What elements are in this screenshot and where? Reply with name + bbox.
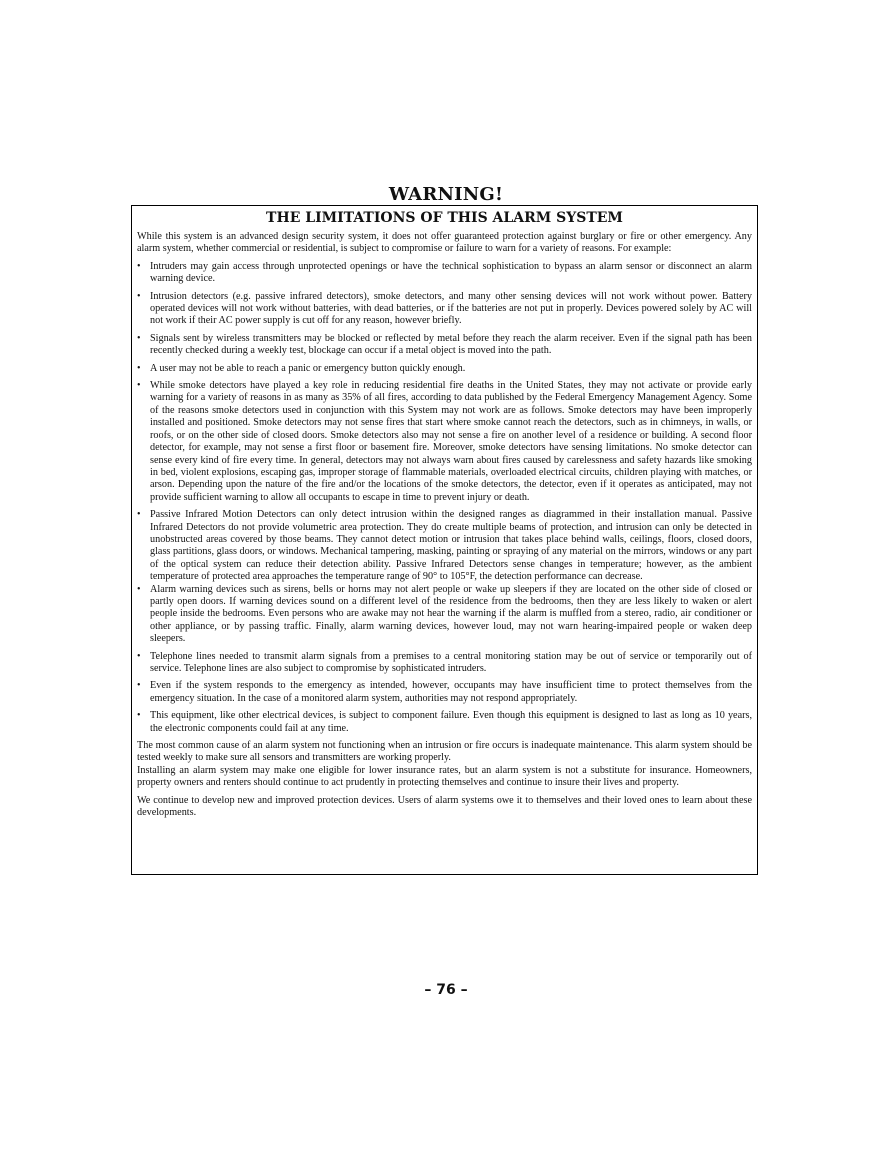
list-item-text: Intruders may gain access through unprotected openings or have the technical sophistication to bypass an alarm sensor or disconnect an alarm warning device. (150, 260, 752, 285)
maintenance-paragraph: The most common cause of an alarm system not functioning when an intrusion or fire occurs is inadequate maintenance. This alarm system should be tested weekly to make sure all sensors and transmitters are working properly. (137, 740, 752, 764)
list-item-text: A user may not be able to reach a panic or emergency button quickly enough. (150, 362, 466, 374)
closing-paragraph: We continue to develop new and improved protection devices. Users of alarm systems owe it to themselves and their loved ones to learn about these developments. (137, 794, 752, 819)
list-item (137, 584, 752, 646)
list-item-text: While smoke detectors have played a key role in reducing residential fire deaths in the United States, they may not activate or provide early warning for a variety of reasons in as many as 35% of all fires, according to data published by the Federal Emergency Management Agency. Some of the reasons smoke detectors used in conjunction with this System may not work are as follows. Smoke detectors may have been improperly installed and positioned. Smoke detectors may not sense fires that start where smoke cannot reach the detectors, such as in chimneys, in walls, or roofs, or on the other side of closed doors. Smoke detectors also may not sense a fire on another level of a residence or building. A second floor detector, for example, may not sense a first floor or basement fire. Moreover, smoke detectors have sensing limitations. No smoke detector can sense every kind of fire every time. In general, detectors may not always warn about fires caused by carelessness and safety hazards like smoking in bed, violent explosions, escaping gas, improper storage of flammable materials, overloaded electrical circuits, children playing with matches, or arson. Depending upon the nature of the fire and/or the locations of the smoke detectors, the detector, even if it operates as anticipated, may not provide sufficient warning to allow all occupants to escape in time to prevent injury or death. (150, 380, 752, 503)
bullet-icon: • (137, 380, 141, 392)
bullet-icon: • (137, 290, 141, 302)
warning-heading: WARNING! (388, 184, 504, 205)
list-item (137, 380, 752, 504)
insurance-paragraph: Installing an alarm system may make one eligible for lower insurance rates, but an alarm system is not a substitute for insurance. Homeowners, property owners and renters should continue to act prudently in protecting themselves and continue to insure their lives and property. (137, 764, 752, 789)
bullet-icon: • (137, 509, 141, 521)
list-item-text: Passive Infrared Motion Detectors can only detect intrusion within the designed ranges as diagrammed in their installation manual. Passive Infrared Detectors do not provide volumetric area protection. They do create multiple beams of protection, and intrusion can only be detected in unobstructed areas covered by those beams. They cannot detect motion or intrusion that takes place behind walls, ceilings, floors, closed doors, glass partitions, glass doors, or windows. Mechanical tampering, masking, painting or spraying of any material on the mirrors, windows or any part of the optical system can reduce their detection ability. Passive Infrared Detectors sense changes in temperature; however, as the ambient temperature of protected area approaches the temperature range of 90° to 105°F, the detection performance can decrease. (150, 509, 752, 583)
bullet-icon: • (137, 362, 141, 374)
list-item (137, 363, 752, 375)
list-item-text: This equipment, like other electrical devices, is subject to component failure. Even though this equipment is designed to last as long as 10 years, the electronic components could fail at any time. (150, 710, 752, 734)
limitations-title: THE LIMITATIONS OF THIS ALARM SYSTEM (266, 210, 623, 226)
bullet-icon: • (137, 583, 141, 595)
bullet-icon: • (137, 710, 141, 722)
bullet-icon: • (137, 680, 141, 692)
page-number: – 76 – (424, 982, 468, 998)
list-item-text: Even if the system responds to the emergency as intended, however, occupants may have insufficient time to protect themselves from the emergency situation. In the case of a monitored alarm system, authorities may not respond appropriately. (150, 680, 752, 704)
bullet-icon: • (137, 650, 141, 662)
list-item-text: Signals sent by wireless transmitters may be blocked or reflected by metal before they reach the alarm receiver. Even if the signal path has been recently checked during a weekly test, blockage can occur if a metal object is moved into the path. (150, 332, 752, 357)
limitations-list (137, 261, 752, 735)
list-item (137, 651, 752, 676)
list-item (137, 261, 752, 286)
bullet-icon: • (137, 332, 141, 344)
limitations-box (131, 205, 758, 875)
list-item (137, 710, 752, 735)
intro-paragraph: While this system is an advanced design security system, it does not offer guaranteed protection against burglary or fire or other emergency. Any alarm system, whether commercial or residential, is subject to compromise or failure to warn for a variety of reasons. For example: (137, 231, 752, 255)
list-item-text: Telephone lines needed to transmit alarm signals from a premises to a central monitoring station may be out of service or temporarily out of service. Telephone lines are also subject to compromise by sophisticated intruders. (150, 650, 752, 674)
list-item (137, 333, 752, 358)
list-item-text: Intrusion detectors (e.g. passive infrared detectors), smoke detectors, and many other sensing devices will not work without power. Battery operated devices will not work without batteries, with dead batteries, or if the batteries are not put in properly. Devices powered solely by AC will not work if their AC power supply is cut off for any reason, however briefly. (150, 290, 752, 327)
bullet-icon: • (137, 260, 141, 272)
list-item (137, 509, 752, 583)
list-item-text: Alarm warning devices such as sirens, bells or horns may not alert people or wake up sleepers if they are located on the other side of closed or partly open doors. If warning devices sound on a different level of the residence from the bedrooms, then they are less likely to waken or alert people inside the bedrooms. Even persons who are awake may not hear the warning if the alarm is muffled from a stereo, radio, air conditioner or other appliance, or by passing traffic. Finally, alarm warning devices, however loud, may not warn hearing-impaired people or waken deep sleepers. (150, 583, 752, 645)
list-item (137, 680, 752, 705)
list-item (137, 291, 752, 328)
